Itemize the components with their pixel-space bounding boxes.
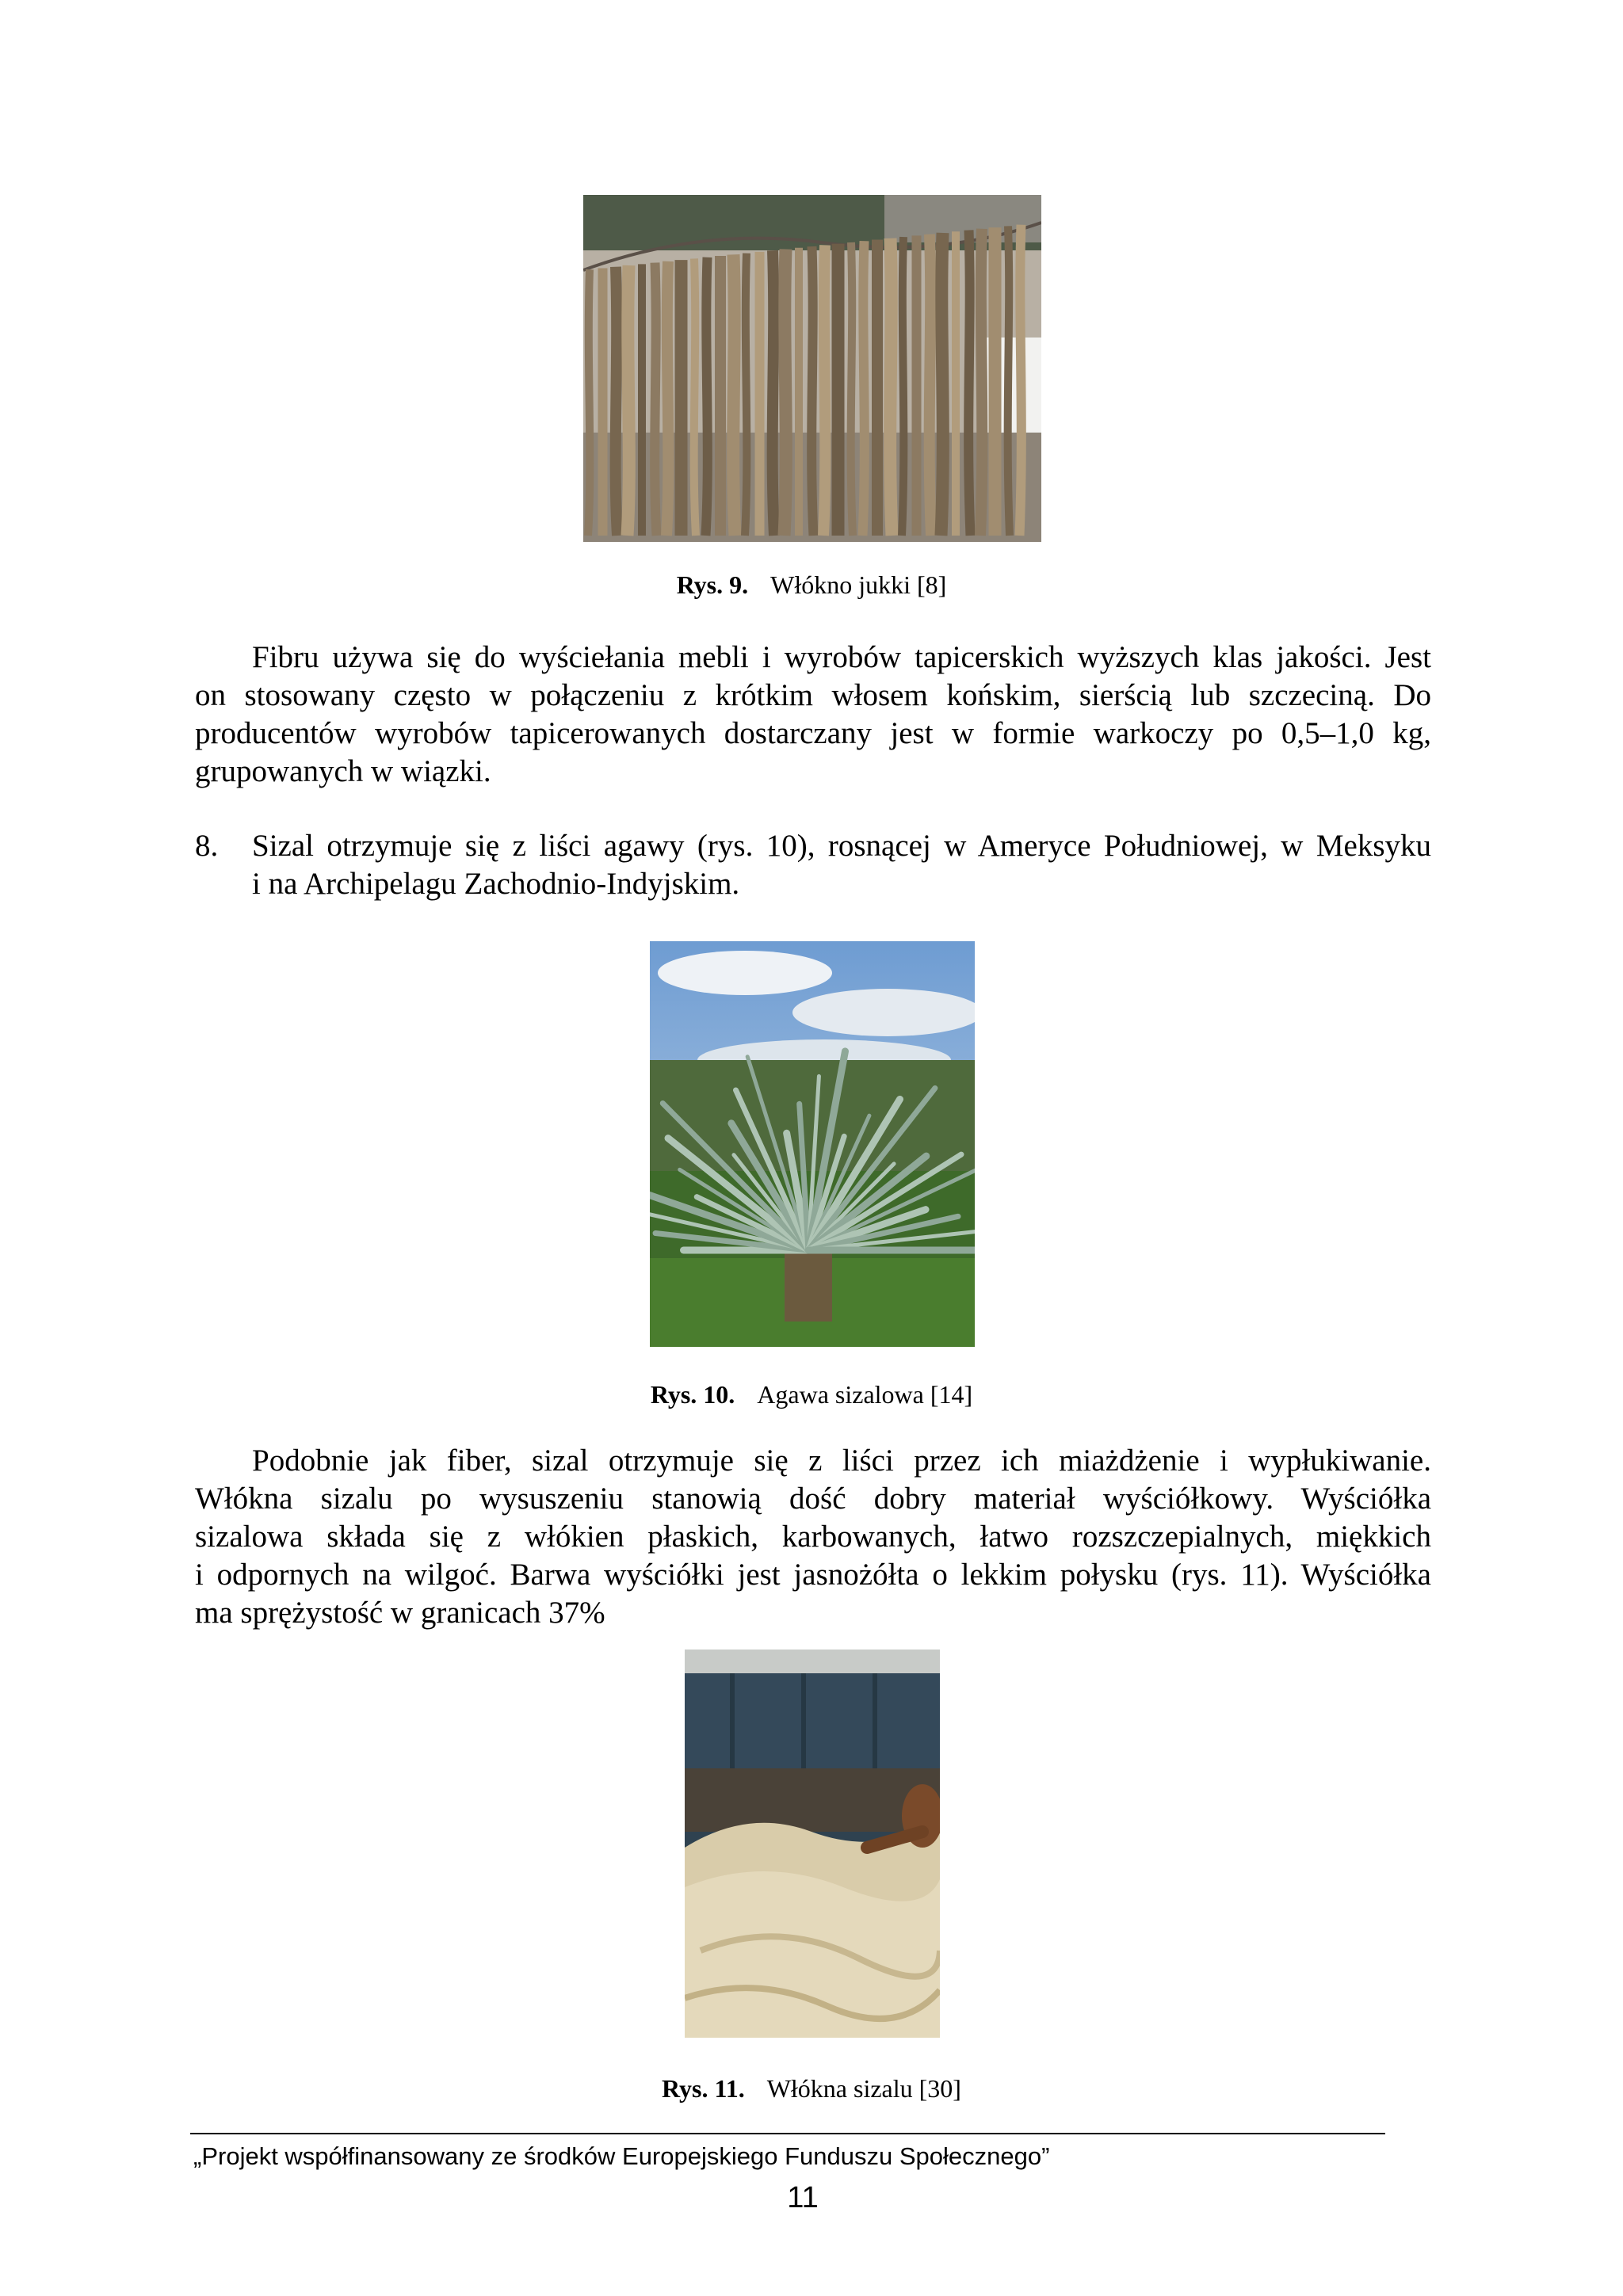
figure-9-number: Rys. 9.	[676, 570, 749, 599]
agave-photo	[650, 941, 975, 1347]
footer-divider	[190, 2133, 1385, 2134]
list-item-line: i na Archipelagu Zachodnio-Indyjskim.	[252, 867, 740, 901]
list-marker: 8.	[195, 829, 219, 863]
figure-10-caption	[0, 1379, 1623, 1410]
sisal-fibres-photo	[685, 1650, 940, 2038]
paragraph-line: sizalowa składa się z włókien płaskich, karbowanych, łatwo rozszczepialnych, miękkich	[195, 1520, 1431, 1554]
paragraph-sisal	[195, 1442, 1431, 1632]
paragraph-line: Podobnie jak fiber, sizal otrzymuje się z liści przez ich miażdżenie i wypłukiwanie.	[252, 1444, 1431, 1478]
figure-9-caption	[0, 569, 1623, 601]
yucca-fiber-photo	[583, 195, 1041, 542]
page-number: 11	[787, 2181, 819, 2214]
figure-11-title: Włókna sizalu [30]	[766, 2074, 961, 2103]
figure-11-number: Rys. 11.	[662, 2074, 745, 2103]
paragraph-line: i odpornych na wilgoć. Barwa wyściółki jest jasnożółta o lekkim połysku (rys. 11). Wyściółka	[195, 1558, 1431, 1592]
paragraph-line: Fibru używa się do wyściełania mebli i wyrobów tapicerskich wyższych klas jakości. Jest	[252, 640, 1431, 674]
list-item-line: Sizal otrzymuje się z liści agawy (rys. 10), rosnącej w Ameryce Południowej, w Meksyku	[252, 829, 1431, 863]
paragraph-line: grupowanych w wiązki.	[195, 754, 491, 788]
footer-funding-note: „Projekt współfinansowany ze środków Europejskiego Funduszu Społecznego”	[193, 2142, 1050, 2170]
figure-9-title: Włókno jukki [8]	[770, 570, 947, 599]
paragraph-line: producentów wyrobów tapicerowanych dostarczany jest w formie warkoczy po 0,5–1,0 kg,	[195, 716, 1431, 750]
figure-10-title: Agawa sizalowa [14]	[757, 1380, 973, 1409]
figure-10-number: Rys. 10.	[650, 1380, 735, 1409]
paragraph-line: Włókna sizalu po wysuszeniu stanowią dość dobry materiał wyściółkowy. Wyściółka	[195, 1482, 1431, 1516]
paragraph-fibre	[195, 639, 1431, 791]
paragraph-line: on stosowany często w połączeniu z krótkim włosem końskim, sierścią lub szczeciną. Do	[195, 678, 1431, 712]
figure-11-caption	[0, 2073, 1623, 2104]
paragraph-line: ma sprężystość w granicach 37%	[195, 1596, 605, 1630]
